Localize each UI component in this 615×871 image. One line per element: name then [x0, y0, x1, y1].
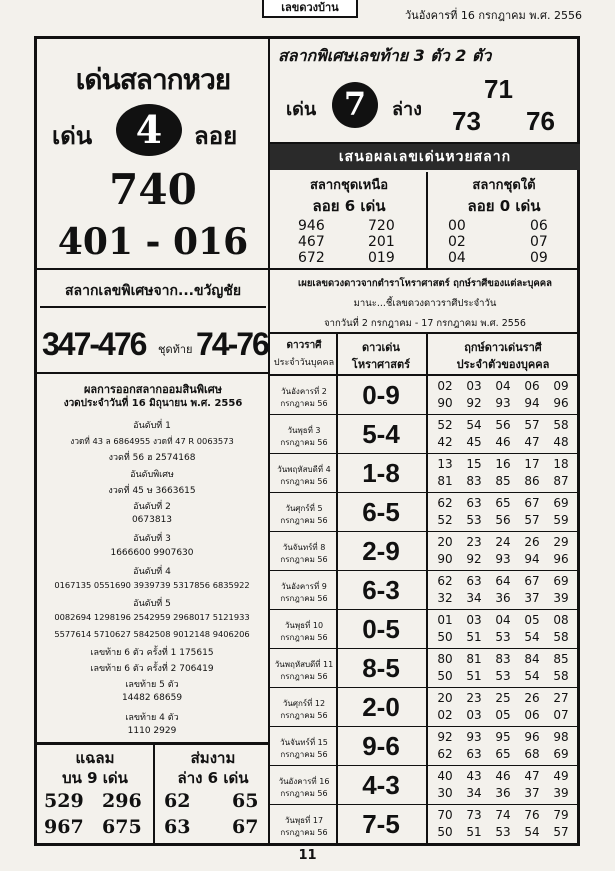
row-number: 06: [524, 379, 540, 393]
row-number: 54: [466, 418, 482, 432]
row-number: 06: [524, 708, 540, 722]
reveal-line-3: จากวันที่ 2 กรกฎาคม - 17 กรกฎาคม พ.ศ. 2556: [324, 318, 526, 329]
pick-value: 67: [232, 816, 259, 838]
row-number: 87: [553, 474, 569, 488]
row-divider: [270, 414, 580, 415]
row-number: 54: [524, 630, 540, 644]
row-number: 57: [524, 418, 540, 432]
row-day: วันจันทร์ที่ 8: [282, 543, 326, 552]
publication-title: เลขดวงบ้าน: [262, 0, 358, 18]
north-value: 201: [368, 234, 395, 250]
row-number: 96: [553, 552, 569, 566]
result-line: อันดับที่ 4: [133, 566, 171, 577]
south-value: 09: [530, 250, 548, 266]
pick-value: 296: [102, 790, 142, 812]
row-number: 67: [524, 496, 540, 510]
result-line: 0082694 1298196 2542959 2968017 5121933: [54, 612, 250, 623]
north-value: 946: [298, 218, 325, 234]
divider: [153, 745, 155, 844]
row-day: วันจันทร์ที่ 15: [280, 738, 328, 747]
row-number: 51: [466, 630, 482, 644]
col-head: ดาวเด่น: [362, 341, 400, 354]
row-number: 70: [437, 808, 453, 822]
row-number: 05: [524, 613, 540, 627]
row-number: 43: [466, 769, 482, 783]
row-month: กรกฎาคม 56: [280, 555, 328, 564]
featured-title: เด่นสลากหวย: [75, 63, 231, 96]
row-number: 92: [466, 552, 482, 566]
results-title: ผลการออกสลากออมสินพิเศษ: [83, 383, 223, 396]
row-number: 62: [437, 496, 453, 510]
row-number: 59: [553, 513, 569, 527]
den-label: เด่น: [52, 122, 93, 150]
digit-value: 4: [135, 107, 163, 152]
row-number: 92: [466, 396, 482, 410]
result-line: เลขท้าย 6 ตัว ครั้งที่ 1 175615: [90, 647, 214, 658]
row-number: 42: [437, 435, 453, 449]
row-number: 39: [553, 591, 569, 605]
row-number: 54: [524, 825, 540, 839]
result-line: เลขท้าย 5 ตัว: [125, 680, 179, 691]
row-number: 92: [437, 730, 453, 744]
row-day: วันอังคารที่ 2: [281, 387, 327, 396]
south-sub: ลอย 0 เด่น: [467, 197, 541, 215]
special-number-title: สลากเลขพิเศษจาก...ขวัญชัย: [64, 283, 242, 299]
row-number: 03: [466, 613, 482, 627]
row-number: 47: [524, 435, 540, 449]
row-divider: [270, 609, 580, 610]
south-value: 02: [448, 234, 466, 250]
row-number: 47: [524, 769, 540, 783]
row-number: 84: [524, 652, 540, 666]
row-number: 15: [466, 457, 482, 471]
pick-value: 529: [44, 790, 84, 812]
row-number: 96: [524, 730, 540, 744]
row-number: 09: [553, 379, 569, 393]
row-number: 04: [495, 379, 511, 393]
row-day: วันศุกร์ที่ 12: [282, 699, 326, 708]
row-number: 02: [437, 708, 453, 722]
row-number: 52: [437, 513, 453, 527]
row-number: 86: [524, 474, 540, 488]
row-pair: 7-5: [362, 809, 400, 839]
right-picks-title: ส่มงาม: [190, 749, 236, 767]
row-number: 26: [524, 535, 540, 549]
divider: [426, 172, 428, 268]
row-divider: [270, 687, 580, 688]
row-divider: [270, 492, 580, 493]
row-day: วันพุธที่ 17: [284, 816, 324, 825]
col-head: ดาวราศี: [286, 340, 322, 351]
col-head: ประจำวันบุคคล: [273, 358, 335, 368]
left-picks-sub: บน 9 เด่น: [62, 769, 128, 787]
row-month: กรกฎาคม 56: [280, 672, 328, 681]
row-divider: [270, 804, 580, 805]
row-number: 05: [495, 708, 511, 722]
row-pair: 2-9: [362, 536, 400, 566]
result-line: 14482 68659: [121, 693, 183, 704]
three-digit-number: 740: [109, 165, 197, 214]
row-number: 34: [466, 786, 482, 800]
row-day: วันอังคารที่ 9: [281, 582, 327, 591]
row-day: วันพุธที่ 3: [287, 426, 321, 435]
result-line: งวดที่ 56 ฮ 2574168: [108, 453, 196, 464]
col-head: ประจำตัวของบุคคล: [456, 358, 550, 371]
row-number: 62: [437, 747, 453, 761]
row-number: 90: [437, 552, 453, 566]
row-number: 53: [495, 630, 511, 644]
row-number: 02: [437, 379, 453, 393]
row-number: 27: [553, 691, 569, 705]
row-number: 65: [495, 496, 511, 510]
row-day: วันอังคารที่ 16: [278, 777, 330, 786]
row-month: กรกฎาคม 56: [280, 633, 328, 642]
row-number: 07: [553, 708, 569, 722]
row-number: 58: [553, 669, 569, 683]
row-divider: [270, 648, 580, 649]
special-digit: 7: [343, 85, 367, 123]
row-number: 96: [553, 396, 569, 410]
row-number: 73: [466, 808, 482, 822]
divider: [40, 306, 266, 308]
row-number: 81: [466, 652, 482, 666]
row-number: 93: [466, 730, 482, 744]
row-number: 36: [495, 591, 511, 605]
special-tail-number: 74-76: [196, 326, 268, 362]
row-number: 23: [466, 535, 482, 549]
row-number: 36: [495, 786, 511, 800]
row-number: 25: [495, 691, 511, 705]
row-number: 34: [466, 591, 482, 605]
row-pair: 2-0: [362, 692, 400, 722]
row-number: 90: [437, 396, 453, 410]
results-subtitle: งวดประจำวันที่ 16 มิถุนายน พ.ศ. 2556: [63, 398, 243, 409]
row-number: 37: [524, 591, 540, 605]
row-number: 69: [553, 747, 569, 761]
row-number: 69: [553, 574, 569, 588]
section-banner: เสนอผลเลขเด่นหวยสลาก: [270, 144, 580, 170]
result-line: อันดับที่ 5: [133, 599, 171, 610]
row-number: 50: [437, 825, 453, 839]
row-number: 20: [437, 691, 453, 705]
special-den-label: เด่น: [286, 99, 317, 120]
result-line: เลขท้าย 4 ตัว: [125, 712, 179, 723]
number-pair: 401 - 016: [57, 221, 249, 263]
row-number: 50: [437, 669, 453, 683]
row-number: 46: [495, 435, 511, 449]
reveal-line-1: เผยเลขดวงดาวจากตำราโหราศาสตร์ ฤกษ์ราศีของแต่ละบุคคล: [298, 278, 552, 289]
suffix-label: ชุดท้าย: [158, 343, 193, 356]
row-day: วันพฤหัสบดีที่ 11: [274, 660, 334, 669]
result-line: งวดที่ 43 ล 6864955 งวดที่ 47 R 0063573: [70, 436, 234, 447]
row-day: วันศุกร์ที่ 5: [285, 504, 323, 513]
row-divider: [270, 531, 580, 532]
row-number: 56: [495, 418, 511, 432]
row-number: 65: [495, 747, 511, 761]
result-line: 0167135 0551690 3939739 5317856 6835922: [54, 580, 250, 590]
row-number: 57: [553, 825, 569, 839]
row-month: กรกฎาคม 56: [280, 399, 328, 408]
result-line: เลขท้าย 6 ตัว ครั้งที่ 2 706419: [90, 664, 214, 674]
row-number: 80: [437, 652, 453, 666]
result-line: อันดับที่ 2: [133, 502, 171, 512]
row-number: 16: [495, 457, 511, 471]
row-number: 08: [553, 613, 569, 627]
row-number: 69: [553, 496, 569, 510]
row-number: 83: [495, 652, 511, 666]
row-number: 13: [437, 457, 453, 471]
row-number: 56: [495, 513, 511, 527]
row-number: 79: [553, 808, 569, 822]
row-number: 53: [495, 669, 511, 683]
result-line: 5577614 5710627 5842508 9012148 9406206: [54, 628, 250, 639]
row-number: 74: [495, 808, 511, 822]
row-number: 64: [495, 574, 511, 588]
row-number: 51: [466, 825, 482, 839]
special-lang-label: ล่าง: [392, 99, 422, 120]
row-number: 94: [524, 396, 540, 410]
row-number: 94: [524, 552, 540, 566]
result-line: 0673813: [131, 515, 173, 526]
row-month: กรกฎาคม 56: [280, 828, 328, 837]
row-number: 26: [524, 691, 540, 705]
row-month: กรกฎาคม 56: [280, 711, 328, 720]
row-number: 37: [524, 786, 540, 800]
row-number: 20: [437, 535, 453, 549]
row-number: 81: [437, 474, 453, 488]
pick-value: 65: [232, 790, 259, 812]
row-number: 50: [437, 630, 453, 644]
right-picks-sub: ล่าง 6 เด่น: [177, 769, 249, 787]
row-pair: 6-3: [362, 575, 400, 605]
result-line: 1666600 9907630: [110, 547, 194, 558]
row-number: 17: [524, 457, 540, 471]
row-number: 23: [466, 691, 482, 705]
row-number: 51: [466, 669, 482, 683]
pick-value: 63: [164, 816, 191, 838]
row-number: 32: [437, 591, 453, 605]
row-divider: [270, 765, 580, 766]
south-value: 06: [530, 218, 548, 234]
row-number: 98: [553, 730, 569, 744]
row-month: กรกฎาคม 56: [280, 477, 328, 486]
row-number: 48: [553, 435, 569, 449]
row-number: 52: [437, 418, 453, 432]
row-month: กรกฎาคม 56: [280, 750, 328, 759]
row-number: 57: [524, 513, 540, 527]
row-number: 46: [495, 769, 511, 783]
row-number: 68: [524, 747, 540, 761]
row-number: 24: [495, 535, 511, 549]
north-value: 467: [298, 234, 325, 250]
row-number: 62: [437, 574, 453, 588]
special-number: 71: [484, 74, 513, 104]
row-number: 63: [466, 496, 482, 510]
row-pair: 9-6: [362, 731, 400, 761]
row-day: วันพฤหัสบดีที่ 4: [277, 465, 331, 474]
result-line: อันดับที่ 3: [133, 534, 171, 545]
result-line: 1110 2929: [127, 725, 177, 736]
row-number: 45: [466, 435, 482, 449]
reveal-line-2: มานะ...ชี้เลขดวงดาวราศีประจำวัน: [353, 298, 497, 309]
row-number: 03: [466, 379, 482, 393]
row-number: 95: [495, 730, 511, 744]
special-number: 76: [526, 106, 555, 136]
row-pair: 1-8: [362, 458, 400, 488]
row-divider: [270, 726, 580, 727]
row-day: วันพุธที่ 10: [284, 621, 324, 630]
left-picks-title: แฉลม: [75, 749, 115, 767]
issue-date: วันอังคารที่ 16 กรกฎาคม พ.ศ. 2556: [405, 9, 582, 22]
page-number: 11: [298, 848, 317, 863]
pick-value: 62: [164, 790, 191, 812]
result-line: อันดับพิเศษ: [130, 469, 174, 480]
special-main-number: 347-476: [42, 326, 146, 362]
north-sub: ลอย 6 เด่น: [312, 197, 386, 215]
row-number: 40: [437, 769, 453, 783]
row-number: 01: [437, 613, 453, 627]
row-number: 18: [553, 457, 569, 471]
col-head: ฤกษ์ดาวเด่นราศี: [464, 341, 542, 354]
row-number: 53: [495, 825, 511, 839]
north-title: สลากชุดเหนือ: [309, 178, 389, 193]
result-line: อันดับที่ 1: [133, 421, 171, 431]
south-value: 00: [448, 218, 466, 234]
special-title: สลากพิเศษเลขท้าย 3 ตัว 2 ตัว: [278, 46, 492, 65]
row-number: 58: [553, 630, 569, 644]
pick-value: 967: [44, 816, 84, 838]
row-month: กรกฎาคม 56: [280, 516, 328, 525]
row-number: 53: [466, 513, 482, 527]
row-pair: 0-9: [362, 380, 400, 410]
row-number: 54: [524, 669, 540, 683]
row-divider: [270, 570, 580, 571]
row-pair: 8-5: [362, 653, 400, 683]
row-number: 93: [495, 552, 511, 566]
south-value: 04: [448, 250, 466, 266]
row-number: 67: [524, 574, 540, 588]
row-number: 04: [495, 613, 511, 627]
result-line: งวดที่ 45 ษ 3663615: [108, 485, 196, 496]
row-number: 63: [466, 747, 482, 761]
row-pair: 4-3: [362, 770, 400, 800]
row-pair: 0-5: [362, 614, 400, 644]
row-pair: 6-5: [362, 497, 400, 527]
row-number: 39: [553, 786, 569, 800]
loi-label: ลอย: [194, 122, 238, 150]
row-number: 03: [466, 708, 482, 722]
row-number: 83: [466, 474, 482, 488]
row-number: 58: [553, 418, 569, 432]
row-month: กรกฎาคม 56: [280, 594, 328, 603]
north-value: 672: [298, 250, 325, 266]
divider: [426, 334, 428, 846]
col-head: โหราศาสตร์: [351, 358, 411, 371]
north-value: 720: [368, 218, 395, 234]
row-number: 93: [495, 396, 511, 410]
pick-value: 675: [102, 816, 142, 838]
north-value: 019: [368, 250, 395, 266]
row-month: กรกฎาคม 56: [280, 438, 328, 447]
row-number: 49: [553, 769, 569, 783]
row-number: 29: [553, 535, 569, 549]
row-divider: [270, 453, 580, 454]
row-number: 85: [553, 652, 569, 666]
south-value: 07: [530, 234, 548, 250]
south-title: สลากชุดใต้: [472, 178, 536, 193]
row-number: 30: [437, 786, 453, 800]
row-number: 85: [495, 474, 511, 488]
special-number: 73: [452, 106, 481, 136]
row-month: กรกฎาคม 56: [280, 789, 328, 798]
row-pair: 5-4: [362, 419, 400, 449]
row-number: 63: [466, 574, 482, 588]
row-number: 76: [524, 808, 540, 822]
